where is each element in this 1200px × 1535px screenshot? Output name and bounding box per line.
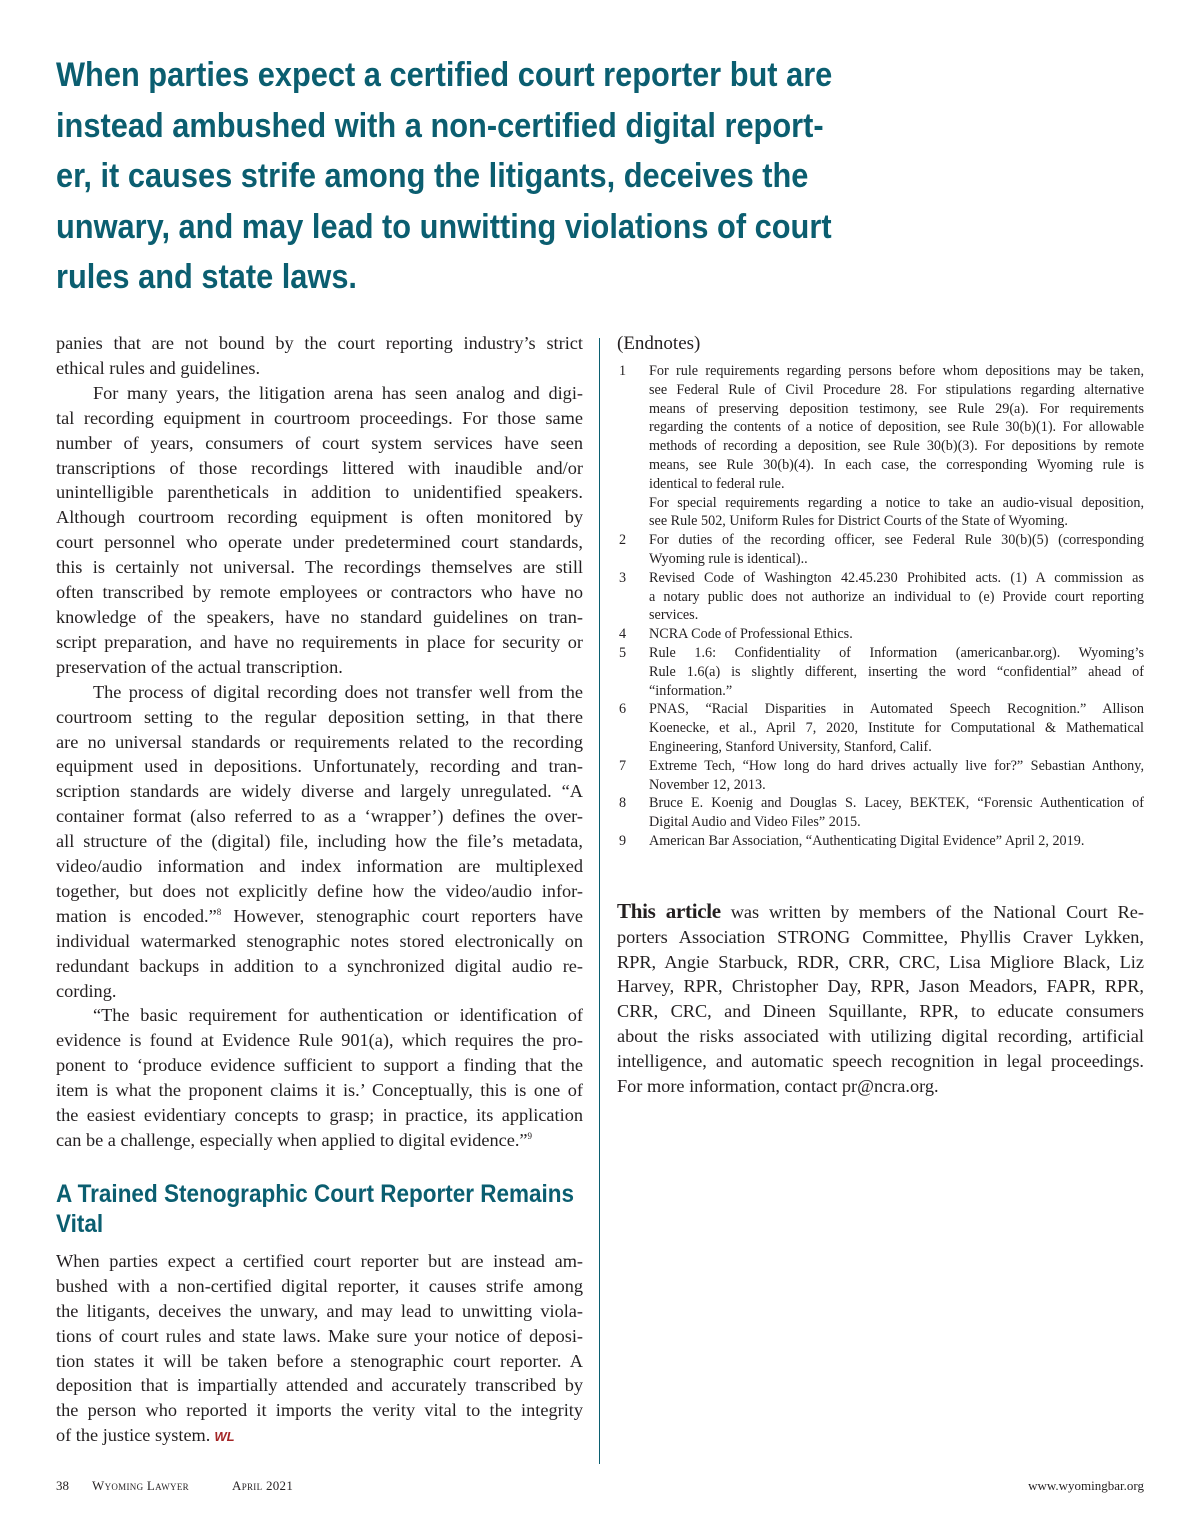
paragraph bbox=[56, 381, 583, 680]
endnote-line: Bruce E. Koenig and Douglas S. Lacey, BEKTEK, “Forensic Authentication of bbox=[649, 795, 1144, 812]
endnote-line: methods of recording a deposition, see Rule 30(b)(3). For depositions by remote bbox=[649, 438, 1144, 455]
endnote-number: 3 bbox=[619, 569, 627, 586]
endnote-line: Engineering, Stanford University, Stanford, Calif. bbox=[649, 738, 932, 755]
text-line: cording. bbox=[56, 980, 117, 1001]
endnote-line: For rule requirements regarding persons before whom depositions may be taken, bbox=[649, 363, 1144, 379]
endnote-line: American Bar Association, “Authenticating Digital Evidence” April 2, 2019. bbox=[649, 832, 1085, 849]
text-line: are no universal standards or requirements related to the recording bbox=[56, 731, 583, 752]
text-line: preservation of the actual transcription. bbox=[56, 656, 343, 677]
text-line: ethical rules and guidelines. bbox=[56, 357, 261, 378]
endnote-number: 1 bbox=[619, 363, 627, 379]
text-line: transcriptions of those recordings littered with inaudible and/or bbox=[56, 457, 583, 478]
endnote-line: Rule 1.6(a) is slightly different, inserting the word “confidential” ahead of bbox=[649, 663, 1144, 680]
endnote-item bbox=[617, 757, 1144, 795]
text-fragment: mation is encoded.” bbox=[56, 905, 217, 926]
footnote-ref: 9 bbox=[527, 1131, 533, 1141]
endnote-line: a notary public does not authorize an individual to (e) Provide court reporting bbox=[649, 588, 1144, 605]
text-line: item is what the proponent claims it is.’ Conceptually, this is one of bbox=[56, 1080, 583, 1101]
end-mark: WL bbox=[214, 1429, 235, 1445]
section-heading-line: Vital bbox=[56, 1209, 104, 1238]
text-line: scription standards are widely diverse and largely unregulated. “A bbox=[56, 781, 583, 802]
text-line: together, but does not explicitly define how the video/audio infor- bbox=[56, 880, 583, 901]
endnote-line: see Rule 502, Uniform Rules for District Courts of the State of Wyoming. bbox=[649, 513, 1068, 530]
text-line: tion states it will be taken before a stenographic court reporter. A bbox=[56, 1350, 583, 1371]
text-line: number of years, consumers of court system services have seen bbox=[56, 432, 583, 453]
paragraph bbox=[56, 1249, 583, 1450]
pull-quote-line: instead ambushed with a non-certified digital report- bbox=[56, 106, 824, 145]
text-line: For more information, contact pr@ncra.org. bbox=[617, 1076, 939, 1097]
text-line: When parties expect a certified court reporter but are instead am- bbox=[56, 1250, 583, 1271]
text-line bbox=[56, 1128, 583, 1153]
article-body-column bbox=[56, 331, 583, 1450]
pull-quote-line: unwary, and may lead to unwitting violations of court bbox=[56, 207, 832, 246]
issue-date: April 2021 bbox=[232, 1478, 294, 1493]
endnote-item bbox=[617, 531, 1144, 569]
endnote-line: Rule 1.6: Confidentiality of Information (americanbar.org). Wyoming’s bbox=[649, 644, 1144, 661]
text-line: often transcribed by remote employees or contractors who have no bbox=[56, 582, 583, 603]
text-line: the easiest evidentiary concepts to grasp; in practice, its application bbox=[56, 1105, 583, 1126]
text-fragment: of the justice system. bbox=[56, 1425, 211, 1446]
text-line: court personnel who operate under predetermined court standards, bbox=[56, 532, 583, 553]
endnote-line: November 12, 2013. bbox=[649, 776, 766, 793]
endnote-number: 9 bbox=[619, 832, 627, 849]
text-line: the person who reported it imports the verity vital to the integrity bbox=[56, 1400, 583, 1421]
endnote-item bbox=[617, 700, 1144, 756]
endnote-item bbox=[617, 832, 1144, 851]
endnote-number: 4 bbox=[619, 626, 627, 643]
endnote-line: services. bbox=[649, 607, 699, 624]
pull-quote-line: When parties expect a certified court reporter but are bbox=[56, 56, 833, 94]
endnote-line: For duties of the recording officer, see Federal Rule 30(b)(5) (corresponding bbox=[649, 532, 1144, 549]
text-line: unintelligible parentheticals in addition to unidentified speakers. bbox=[56, 482, 583, 503]
text-line: the litigants, deceives the unwary, and may lead to unwitting viola- bbox=[56, 1300, 583, 1321]
endnote-item bbox=[617, 569, 1144, 625]
text-line: individual watermarked stenographic notes stored electronically on bbox=[56, 930, 583, 951]
text-fragment: can be a challenge, especially when applied to digital evidence.” bbox=[56, 1130, 528, 1150]
endnote-line: Koenecke, et al., April 7, 2020, Institute for Computational & Mathematical bbox=[649, 720, 1144, 737]
page-number: 38 bbox=[56, 1478, 69, 1493]
endnote-line: regarding the contents of a notice of deposition, see Rule 30(b)(1). For allowable bbox=[649, 419, 1144, 436]
about-lead: This article bbox=[617, 898, 721, 923]
about-article-box bbox=[617, 899, 1144, 1099]
text-fragment: However, stenographic court reporters have bbox=[221, 905, 583, 926]
text-line: script preparation, and have no requirements in place for security or bbox=[56, 631, 583, 652]
pull-quote-line: rules and state laws. bbox=[56, 258, 357, 296]
endnote-line: Extreme Tech, “How long do hard drives actually live for?” Sebastian Anthony, bbox=[649, 757, 1144, 774]
endnote-item bbox=[617, 644, 1144, 700]
text-line: RPR, Angie Starbuck, RDR, CRR, CRC, Lisa Migliore Black, Liz bbox=[617, 951, 1144, 972]
endnote-line: see Federal Rule of Civil Procedure 28. For stipulations regarding alternative bbox=[649, 381, 1144, 398]
text-line: CRR, CRC, and Dineen Squillante, RPR, to educate consumers bbox=[617, 1001, 1144, 1022]
endnote-number: 5 bbox=[619, 644, 627, 661]
text-fragment: was written by members of the National Court Re- bbox=[720, 901, 1145, 922]
text-line bbox=[617, 899, 1144, 925]
text-line: deposition that is impartially attended and accurately transcribed by bbox=[56, 1375, 583, 1396]
endnotes-column bbox=[617, 331, 1144, 1099]
column-divider bbox=[599, 338, 600, 1464]
pull-quote bbox=[56, 50, 833, 303]
endnote-item bbox=[617, 625, 1144, 644]
endnote-line: means, see Rule 30(b)(4). In each case, the corresponding Wyoming rule is bbox=[649, 456, 1144, 473]
endnote-number: 2 bbox=[619, 532, 627, 549]
text-line: container format (also referred to as a ‘wrapper’) defines the over- bbox=[56, 806, 583, 827]
text-line: courtroom setting to the regular deposition setting, in that there bbox=[56, 706, 583, 727]
text-line: evidence is found at Evidence Rule 901(a), which requires the pro- bbox=[56, 1030, 583, 1051]
endnotes-list bbox=[617, 362, 1144, 851]
text-line: tions of court rules and state laws. Make sure your notice of deposi- bbox=[56, 1325, 583, 1346]
footnote-ref: 8 bbox=[216, 906, 222, 917]
text-line: For many years, the litigation arena has seen analog and digi- bbox=[93, 382, 583, 403]
endnote-number: 7 bbox=[619, 757, 627, 774]
endnote-line: Digital Audio and Video Files” 2015. bbox=[649, 814, 861, 831]
endnote-line: Revised Code of Washington 42.45.230 Prohibited acts. (1) A commission as bbox=[649, 569, 1144, 586]
text-line: tal recording equipment in courtroom proceedings. For those same bbox=[56, 407, 583, 428]
text-line: Harvey, RPR, Christopher Day, RPR, Jason Meadors, FAPR, RPR, bbox=[617, 976, 1144, 997]
text-line: all structure of the (digital) file, including how the file’s metadata, bbox=[56, 831, 583, 852]
endnote-item bbox=[617, 362, 1144, 531]
section-heading-line: A Trained Stenographic Court Reporter Remains bbox=[56, 1179, 575, 1208]
paragraph bbox=[56, 331, 583, 381]
endnote-line: identical to federal rule. bbox=[649, 475, 785, 492]
text-line: intelligence, and automatic speech recognition in legal proceedings. bbox=[617, 1051, 1144, 1072]
text-line bbox=[56, 1423, 583, 1450]
text-line: ponent to ‘produce evidence sufficient to support a finding that the bbox=[56, 1055, 583, 1076]
paragraph bbox=[56, 680, 583, 1004]
website-url: www.wyomingbar.org bbox=[1028, 1478, 1144, 1493]
text-line: Although courtroom recording equipment is often monitored by bbox=[56, 507, 583, 528]
section-heading bbox=[56, 1179, 583, 1239]
endnote-line: PNAS, “Racial Disparities in Automated Speech Recognition.” Allison bbox=[649, 701, 1144, 718]
text-line: video/audio information and index information are multiplexed bbox=[56, 856, 583, 877]
text-line: redundant backups in addition to a synchronized digital audio re- bbox=[56, 955, 583, 976]
text-line: The process of digital recording does not transfer well from the bbox=[93, 681, 583, 702]
text-line: about the risks associated with utilizing digital recording, artificial bbox=[617, 1026, 1144, 1047]
endnote-line: For special requirements regarding a notice to take an audio-visual deposition, bbox=[649, 494, 1144, 511]
endnote-number: 6 bbox=[619, 701, 627, 718]
text-line: bushed with a non-certified digital reporter, it causes strife among bbox=[56, 1275, 583, 1296]
endnote-number: 8 bbox=[619, 795, 627, 812]
pull-quote-line: er, it causes strife among the litigants, deceives the bbox=[56, 157, 809, 195]
text-line: knowledge of the speakers, have no standard guidelines on tran- bbox=[56, 606, 583, 627]
text-line: equipment used in depositions. Unfortunately, recording and tran- bbox=[56, 756, 583, 777]
endnote-line: NCRA Code of Professional Ethics. bbox=[649, 626, 853, 643]
page-footer bbox=[56, 1478, 1144, 1498]
text-line bbox=[56, 904, 583, 929]
text-line: porters Association STRONG Committee, Phyllis Craver Lykken, bbox=[617, 926, 1144, 947]
magazine-name: Wyoming Lawyer bbox=[92, 1478, 189, 1493]
paragraph bbox=[56, 1003, 583, 1152]
endnotes-heading: (Endnotes) bbox=[617, 333, 701, 354]
endnote-line: “information.” bbox=[649, 682, 733, 699]
endnote-line: Wyoming rule is identical).. bbox=[649, 550, 808, 567]
text-line: “The basic requirement for authentication or identification of bbox=[93, 1005, 583, 1026]
endnote-line: means of preserving deposition testimony, see Rule 29(a). For requirements bbox=[649, 400, 1144, 417]
text-line: panies that are not bound by the court reporting industry’s strict bbox=[56, 333, 583, 353]
text-line: this is certainly not universal. The recordings themselves are still bbox=[56, 557, 583, 578]
endnote-item bbox=[617, 794, 1144, 832]
